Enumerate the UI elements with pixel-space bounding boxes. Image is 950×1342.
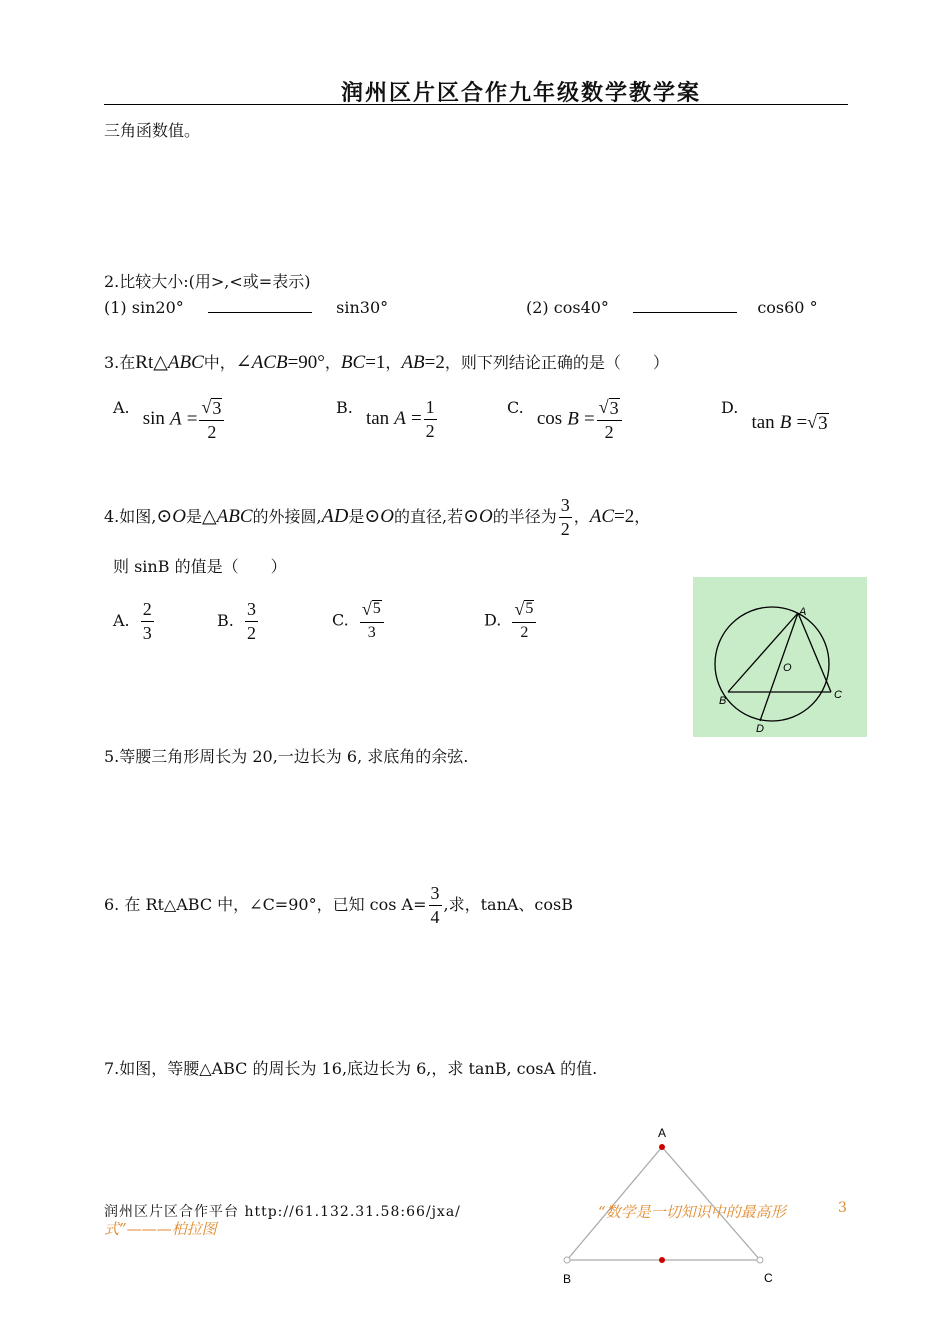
cos-fraction: $\frac{3}{4}$ — [430, 883, 440, 927]
fn-name: cos — [536, 408, 563, 430]
page-title: 润州区片区合作九年级数学教学案 — [341, 80, 702, 106]
label-A: A — [658, 1126, 667, 1140]
circle-figure — [693, 577, 867, 737]
equals-sign: = — [583, 408, 595, 430]
q2-p2-blank[interactable] — [633, 298, 737, 313]
circle-triangle-diagram — [693, 577, 867, 737]
fraction: √ 5 2 — [512, 600, 536, 642]
sqrt-icon: √ — [598, 397, 609, 417]
q3-pre: 3.在 — [104, 353, 136, 372]
label-C: C — [834, 689, 842, 701]
q6-text: 6. 在 Rt△ABC 中，∠C=90°，已知 cos A= $\frac{3}{4}$ ,求，tanA、cosB — [104, 883, 573, 927]
sqrt-icon: √ — [361, 599, 372, 619]
q3-ab: AB — [401, 352, 425, 373]
q3-eq90: =90° — [287, 352, 325, 373]
option-label: C. — [507, 398, 524, 417]
fraction: $\frac{3}{2}$ — [246, 599, 256, 643]
header-rule — [104, 104, 848, 105]
q3-eq2: =2 — [424, 352, 445, 373]
q7-text: 7.如图，等腰△ABC 的周长为 16,底边长为 6,，求 tanB, cosA 的值. — [104, 1059, 598, 1078]
option-label: D. — [721, 398, 739, 417]
equals-sign: = — [186, 408, 198, 430]
q3-zhong: 中， — [203, 353, 236, 372]
option-label: D. — [484, 610, 502, 630]
q3-angle: ∠ — [235, 352, 252, 373]
q3-rt: Rt△ — [135, 352, 168, 373]
fraction: √ 3 2 — [199, 398, 224, 442]
equals-sign: = — [796, 412, 808, 433]
footer-platform: 润州区片区合作平台 http://61.132.31.58:66/jxa/ — [104, 1204, 461, 1220]
q4-option-c[interactable] — [332, 600, 386, 642]
fn-name: tan — [365, 407, 390, 429]
circle-dot-icon: ⊙ — [156, 505, 173, 527]
q4-option-d[interactable] — [484, 600, 538, 642]
label-O: O — [783, 662, 792, 674]
q3-comma1: ， — [324, 353, 341, 372]
fraction: $\frac{2}{3}$ — [142, 599, 152, 643]
triangle-icon: △ — [202, 505, 217, 527]
q2-p1-label: (1) — [104, 298, 127, 317]
q4-stem: 4.如图,⊙O是△ABC的外接圆,AD是⊙O的直径,若⊙O的半径为 $\frac{3}{2}$ ，AC=2， — [104, 495, 651, 539]
circle-dot-icon: ⊙ — [463, 505, 479, 527]
sqrt-expr: √ 3 — [807, 412, 828, 434]
sqrt-icon: √ — [201, 397, 212, 417]
q2-p1-blank[interactable] — [208, 298, 312, 313]
q2-p2-left: cos40° — [553, 298, 609, 317]
label-B: B — [563, 1272, 572, 1286]
q3-tail: ，则下列结论正确的是（ ） — [444, 353, 669, 372]
q3-option-d[interactable] — [721, 398, 829, 434]
sqrt-icon: √ — [807, 412, 818, 432]
equals-sign: = — [410, 407, 422, 429]
q2-p1-left: sin20° — [131, 298, 184, 317]
option-label: B. — [217, 610, 234, 630]
circle-dot-icon: ⊙ — [364, 505, 381, 527]
q2-part1 — [104, 298, 388, 317]
vertex-c-dot — [757, 1257, 763, 1263]
q2-stem: 2.比较大小:(用>,<或=表示) — [104, 272, 311, 291]
label-B: B — [719, 695, 727, 707]
option-label: B. — [336, 398, 353, 417]
q2-p2-label: (2) — [526, 298, 549, 317]
q3-comma2: ， — [385, 353, 402, 372]
q3-stem — [104, 350, 669, 374]
option-label: C. — [332, 610, 349, 630]
fn-name: sin — [142, 408, 165, 430]
vertex-a-dot — [659, 1144, 665, 1150]
fn-var: A — [394, 407, 406, 429]
label-A: A — [799, 606, 807, 618]
q2-p2-right: cos60 ° — [757, 298, 818, 317]
q3-bc: BC — [340, 352, 366, 373]
q3-option-a[interactable] — [113, 398, 226, 442]
q3-eq1: =1 — [365, 352, 386, 373]
q4-line2: 则 sinB 的值是（ ） — [113, 557, 287, 576]
fn-var: B — [779, 412, 792, 433]
footer-quote-b: 式”———柏拉图 — [104, 1220, 217, 1238]
vertex-b-dot — [564, 1257, 570, 1263]
q5-text: 5.等腰三角形周长为 20,一边长为 6, 求底角的余弦. — [104, 747, 469, 766]
q2-part2 — [526, 298, 818, 317]
q3-option-b[interactable] — [336, 398, 439, 441]
fraction: √ 5 3 — [360, 600, 384, 642]
page-number: 3 — [838, 1200, 847, 1216]
fn-var: B — [567, 408, 579, 430]
q2-p1-right: sin30° — [336, 298, 389, 317]
radius-fraction: $\frac{3}{2}$ — [560, 495, 570, 539]
q4-option-a[interactable] — [113, 600, 156, 643]
fraction: √ 3 2 — [597, 398, 622, 442]
q3-option-c[interactable] — [507, 398, 624, 442]
footer-quote-a: “数学是一切知识中的最高形 — [598, 1203, 786, 1221]
option-label: A. — [113, 610, 130, 630]
q3-abc: ABC — [167, 352, 204, 373]
sqrt-icon: √ — [514, 599, 525, 619]
fn-var: A — [170, 408, 182, 430]
fn-name: tan — [751, 412, 775, 433]
label-C: C — [764, 1271, 773, 1285]
intro-text: 三角函数值。 — [104, 121, 201, 140]
option-label: A. — [113, 398, 130, 417]
fraction: $\frac{1}{2}$ — [425, 397, 435, 441]
label-D: D — [756, 723, 764, 735]
midpoint-dot — [659, 1257, 665, 1263]
q4-option-b[interactable] — [217, 600, 260, 643]
q3-acb: ACB — [251, 352, 288, 373]
